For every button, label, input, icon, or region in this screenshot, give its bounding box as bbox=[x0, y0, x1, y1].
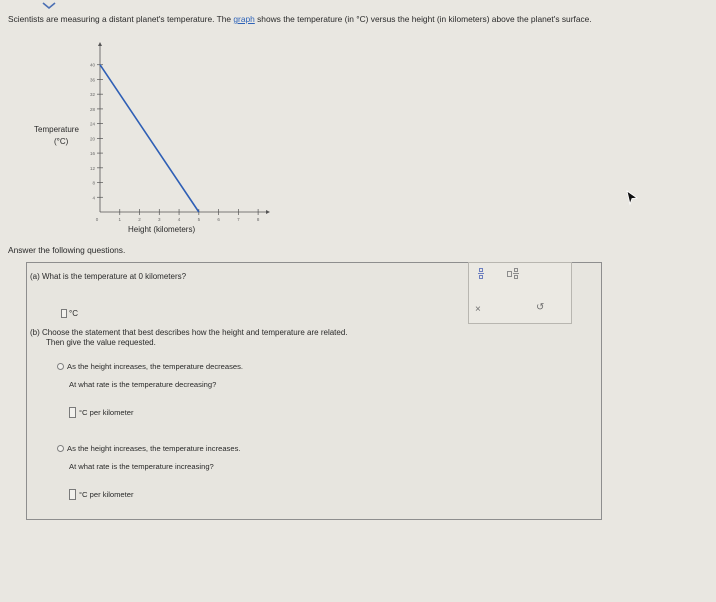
math-toolbox bbox=[468, 262, 572, 324]
temperature-height-graph bbox=[0, 0, 716, 240]
fraction-numerator-icon bbox=[479, 268, 483, 272]
option-decreases[interactable] bbox=[57, 362, 243, 371]
mouse-cursor-icon bbox=[626, 190, 638, 211]
mixed-fraction-icon bbox=[513, 268, 519, 279]
y-tick-label: 36 bbox=[89, 77, 95, 83]
prompt-text-end: shows the temperature (in °C) versus the height (in kilometers) above the planet's surface. bbox=[254, 14, 592, 24]
question-b-line2: Then give the value requested. bbox=[46, 338, 156, 347]
fraction-bar-icon bbox=[478, 273, 484, 274]
decrease-rate-question: At what rate is the temperature decreasing? bbox=[69, 380, 217, 389]
x-tick-label: 3 bbox=[158, 217, 161, 222]
y-tick-label: 12 bbox=[89, 165, 95, 171]
question-b bbox=[30, 328, 348, 348]
x-tick-label: 1 bbox=[118, 217, 122, 222]
option-increases[interactable] bbox=[57, 444, 241, 453]
fraction-denominator-icon bbox=[479, 275, 483, 279]
answer-heading: Answer the following questions. bbox=[8, 245, 126, 255]
x-tick-label: 8 bbox=[256, 217, 260, 222]
x-axis-arrow-icon bbox=[266, 210, 270, 214]
increase-rate-question: At what rate is the temperature increasing? bbox=[69, 462, 214, 471]
x-tick-label: 7 bbox=[237, 217, 240, 222]
y-tick-label: 8 bbox=[92, 180, 95, 186]
decrease-rate-unit: °C per kilometer bbox=[79, 408, 134, 417]
y-tick-label: 32 bbox=[89, 92, 95, 98]
x-axis-label: Height (kilometers) bbox=[128, 225, 196, 234]
x-tick-label: 2 bbox=[138, 217, 141, 222]
y-tick-label: 4 bbox=[92, 195, 95, 201]
increase-rate-row bbox=[69, 489, 134, 500]
y-tick-label: 16 bbox=[89, 151, 95, 157]
y-tick-label: 28 bbox=[89, 106, 95, 112]
origin-label: 0 bbox=[95, 217, 99, 222]
y-axis-label-line2: (°C) bbox=[54, 137, 69, 146]
option-increases-radio[interactable] bbox=[57, 445, 64, 452]
y-tick-label: 40 bbox=[89, 62, 95, 68]
increase-rate-unit: °C per kilometer bbox=[79, 490, 134, 499]
decrease-rate-input[interactable] bbox=[69, 407, 76, 418]
y-axis-label-line1: Temperature bbox=[34, 125, 79, 134]
mixed-denominator-icon bbox=[514, 275, 518, 279]
answer-a-unit: °C bbox=[69, 309, 78, 318]
temperature-line bbox=[100, 65, 199, 212]
x-tick-label: 6 bbox=[217, 217, 220, 222]
option-increases-label: As the height increases, the temperature increases. bbox=[67, 444, 241, 453]
temperature-input[interactable] bbox=[61, 309, 67, 318]
mixed-number-button[interactable] bbox=[507, 268, 519, 279]
y-tick-label: 20 bbox=[89, 136, 95, 142]
graph-link[interactable]: graph bbox=[233, 14, 255, 24]
y-tick-label: 24 bbox=[89, 121, 95, 127]
x-tick-label: 4 bbox=[177, 217, 181, 222]
mixed-numerator-icon bbox=[514, 268, 518, 272]
question-a: (a) What is the temperature at 0 kilometers? bbox=[30, 272, 187, 281]
option-decreases-radio[interactable] bbox=[57, 363, 64, 370]
x-tick-label: 5 bbox=[197, 217, 201, 222]
option-decreases-label: As the height increases, the temperature decreases. bbox=[67, 362, 244, 371]
answer-a-row bbox=[61, 309, 78, 318]
mixed-bar-icon bbox=[513, 273, 519, 274]
undo-button[interactable]: ↺ bbox=[536, 302, 545, 313]
increase-rate-input[interactable] bbox=[69, 489, 76, 500]
decrease-rate-row bbox=[69, 407, 134, 418]
prompt-text: Scientists are measuring a distant planet's temperature. The bbox=[8, 14, 234, 24]
question-b-line1: (b) Choose the statement that best describes how the height and temperature are related. bbox=[30, 328, 348, 337]
y-axis-arrow-icon bbox=[98, 42, 102, 46]
fraction-button[interactable] bbox=[478, 268, 484, 279]
clear-button[interactable]: × bbox=[475, 304, 481, 315]
mixed-whole-icon bbox=[507, 271, 512, 277]
